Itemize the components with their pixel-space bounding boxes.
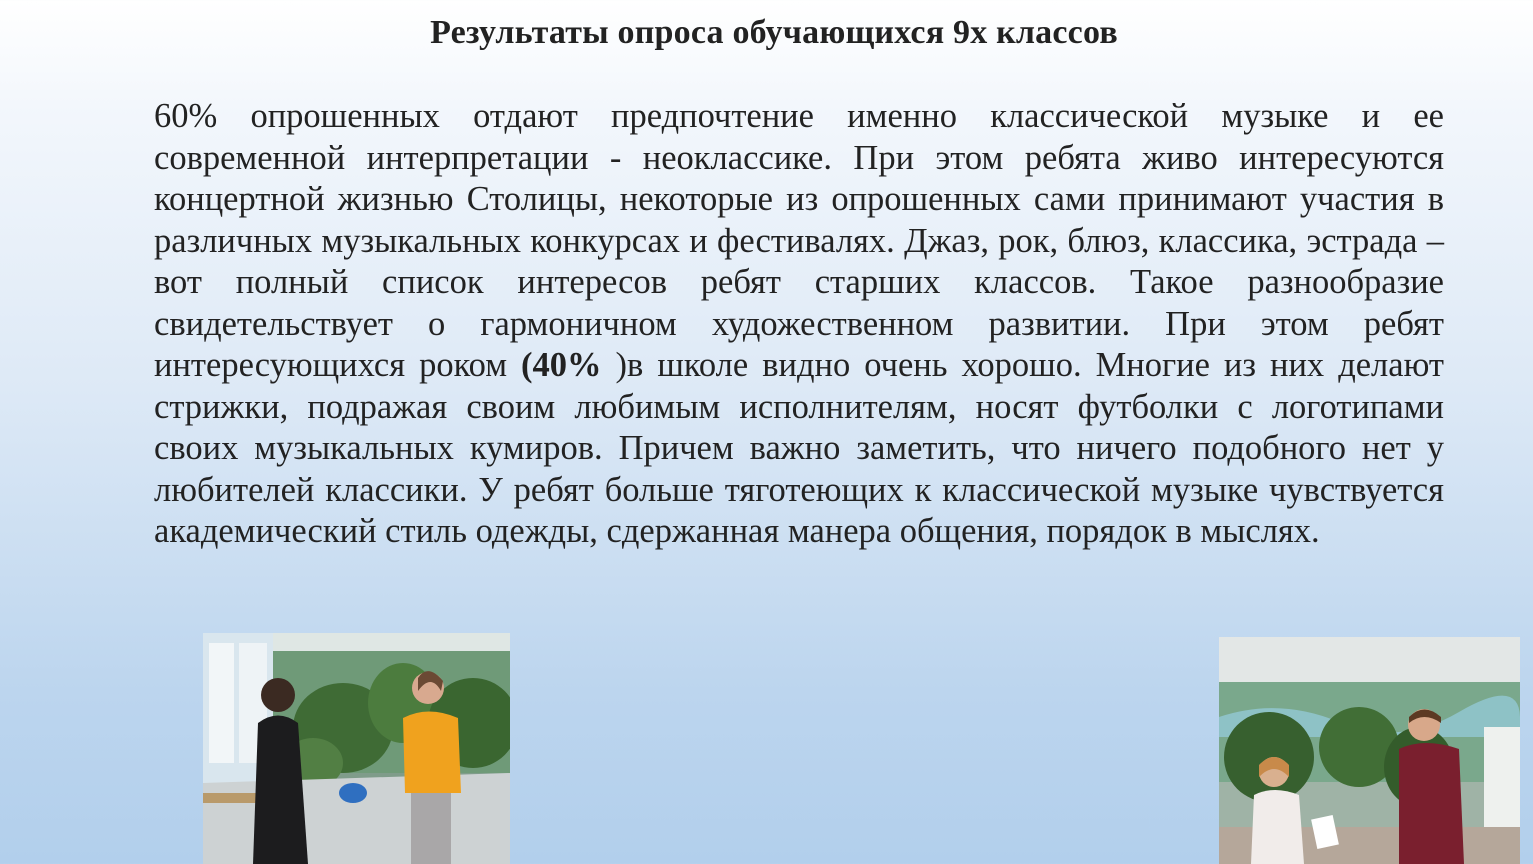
photo-students-hall-right <box>1219 637 1520 864</box>
rock-percentage: (40% <box>521 346 616 384</box>
survey-results-paragraph <box>154 96 1444 553</box>
photo-students-corridor-left <box>203 633 510 864</box>
slide-title: Результаты опроса обучающихся 9х классов <box>430 14 1118 51</box>
paragraph-part-1: 60% опрошенных отдают предпочтение именно классической музыке и ее современной интерпретации - неоклассике. При этом ребята живо интересуются концертной жизнью Столицы, некоторые из опрошенных сами принимают участия в различных музыкальных конкурсах и фестивалях. Джаз, рок, блюз, классика, эстрада – вот полный список интересов ребят старших классов. Такое разнообразие свидетельствует о гармоничном художественном развитии. При этом ребят интересующихся роком <box>154 97 1444 384</box>
paragraph-part-2: )в школе видно очень хорошо. Многие из них делают стрижки, подражая своим любимым исполнителям, носят футболки с логотипами своих музыкальных кумиров. Причем важно заметить, что ничего подобного нет у любителей классики. У ребят больше тяготеющих к классической музыке чувствуется академический стиль одежды, сдержанная манера общения, порядок в мыслях. <box>154 346 1444 550</box>
